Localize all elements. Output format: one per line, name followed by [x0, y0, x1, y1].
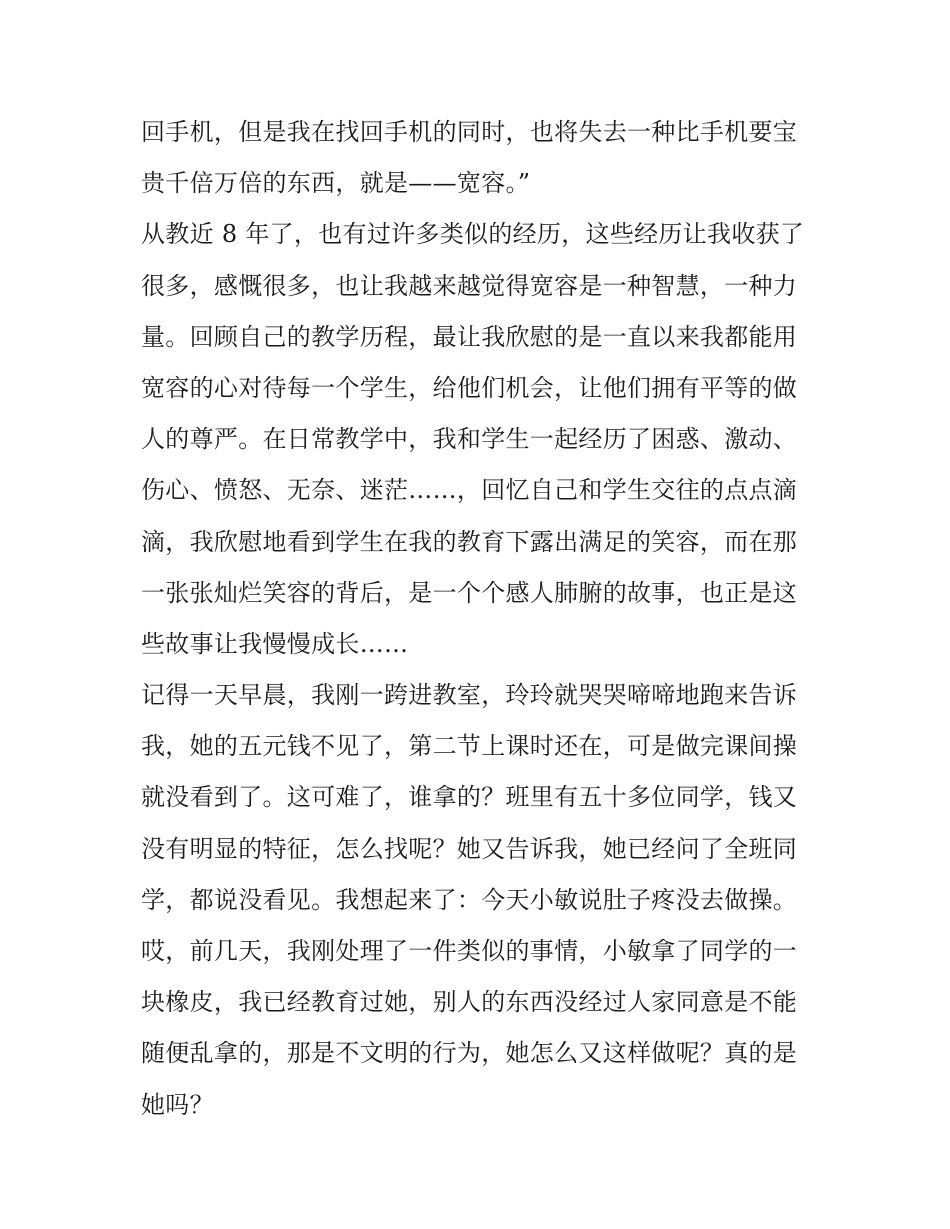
text-line: 从教近 8 年了，也有过许多类似的经历，这些经历让我收获了	[141, 220, 805, 249]
text-line: 随便乱拿的，那是不文明的行为，她怎么又这样做呢？真的是	[141, 1039, 798, 1068]
text-line: 记得一天早晨，我刚一跨进教室，玲玲就哭哭啼啼地跑来告诉	[141, 681, 798, 710]
text-line: 没有明显的特征，怎么找呢？她又告诉我，她已经问了全班同	[141, 834, 798, 863]
text-line: 学，都说没看见。我想起来了：今天小敏说肚子疼没去做操。	[141, 885, 798, 914]
text-line: 很多，感慨很多，也让我越来越觉得宽容是一种智慧，一种力	[141, 271, 798, 300]
text-line: 就没看到了。这可难了，谁拿的？班里有五十多位同学，钱又	[141, 783, 798, 812]
text-line: 伤心、愤怒、无奈、迷茫……，回忆自己和学生交往的点点滴	[141, 476, 798, 505]
text-line: 些故事让我慢慢成长……	[141, 629, 409, 658]
text-line: 贵千倍万倍的东西，就是——宽容。”	[141, 169, 531, 198]
text-line: 量。回顾自己的教学历程，最让我欣慰的是一直以来我都能用	[141, 322, 798, 351]
text-line: 哎，前几天，我刚处理了一件类似的事情，小敏拿了同学的一	[141, 937, 798, 965]
document-body	[141, 107, 821, 1131]
text-line: 一张张灿烂笑容的背后，是一个个感人肺腑的故事，也正是这	[141, 578, 798, 607]
text-line: 回手机，但是我在找回手机的同时，也将失去一种比手机要宝	[141, 118, 798, 146]
text-line: 她吗？	[141, 1090, 214, 1119]
text-line: 块橡皮，我已经教育过她，别人的东西没经过人家同意是不能	[141, 988, 798, 1017]
text-line: 人的尊严。在日常教学中，我和学生一起经历了困惑、激动、	[141, 425, 798, 454]
text-line: 我，她的五元钱不见了，第二节上课时还在，可是做完课间操	[141, 732, 798, 761]
text-line: 宽容的心对待每一个学生，给他们机会，让他们拥有平等的做	[141, 373, 798, 402]
text-line: 滴，我欣慰地看到学生在我的教育下露出满足的笑容，而在那	[141, 527, 798, 556]
